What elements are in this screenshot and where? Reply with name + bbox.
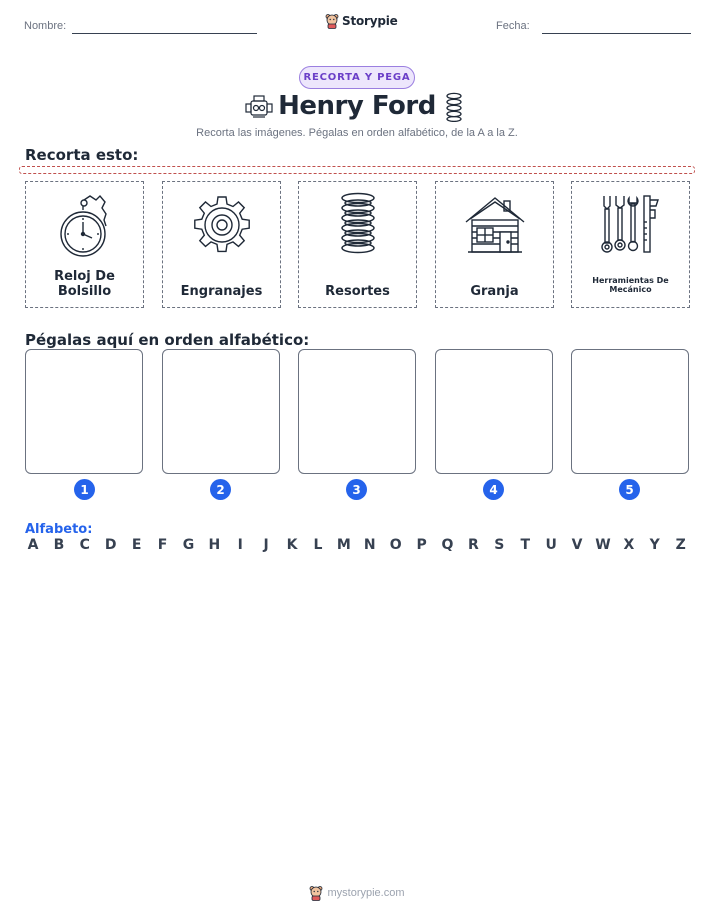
alphabet-letter: K [286, 537, 298, 553]
paste-box[interactable] [571, 349, 689, 474]
card-label: Reloj De Bolsillo [54, 269, 115, 299]
alphabet-letter: U [545, 537, 557, 553]
card-label: Herramientas De Mecánico [592, 276, 669, 294]
alphabet-letter: B [53, 537, 65, 553]
alphabet-title: Alfabeto: [25, 522, 93, 537]
alphabet-letter: M [336, 537, 351, 553]
number-badge: 4 [483, 479, 504, 500]
alphabet-letter: L [313, 537, 323, 553]
alphabet-letter: Q [441, 537, 454, 553]
spring-icon [336, 192, 380, 258]
paste-box[interactable] [435, 349, 553, 474]
paste-box[interactable] [25, 349, 143, 474]
mechanic-tools-icon [598, 192, 664, 254]
alphabet-letter: X [623, 537, 635, 553]
alphabet-letter: F [157, 537, 168, 553]
name-line[interactable] [72, 33, 257, 34]
brand-name: Storypie [342, 14, 398, 28]
alphabet-letter: O [389, 537, 402, 553]
instructions: Recorta las imágenes. Pégalas en orden alfabético, de la A a la Z. [196, 127, 518, 139]
bear-mascot-icon [325, 13, 339, 29]
alphabet-letter: A [27, 537, 39, 553]
page-title: Henry Ford [278, 91, 436, 121]
cut-card-mechanic-tools[interactable] [571, 181, 690, 308]
alphabet-letter: H [208, 537, 221, 553]
cut-card-farm[interactable] [435, 181, 554, 308]
name-label: Nombre: [24, 20, 67, 32]
alphabet-letter: C [79, 537, 90, 553]
alphabet-letter: Z [675, 537, 686, 553]
alphabet-letter: W [595, 537, 611, 553]
alphabet-row [25, 537, 689, 553]
cut-card-springs[interactable] [298, 181, 417, 308]
number-badge: 2 [210, 479, 231, 500]
bear-mascot-icon [309, 885, 323, 901]
brand-logo [325, 13, 398, 29]
date-line[interactable] [542, 33, 691, 34]
date-label: Fecha: [496, 20, 530, 32]
number-badge: 1 [74, 479, 95, 500]
alphabet-letter: S [494, 537, 505, 553]
alphabet-letter: N [363, 537, 376, 553]
alphabet-letter: R [468, 537, 479, 553]
alphabet-letter: Y [649, 537, 660, 553]
farmhouse-icon [462, 192, 528, 258]
alphabet-letter: P [416, 537, 427, 553]
card-label: Engranajes [180, 284, 263, 299]
footer [0, 885, 714, 901]
alphabet-letter: V [571, 537, 583, 553]
paste-box[interactable] [298, 349, 416, 474]
alphabet-letter: D [104, 537, 117, 553]
card-label: Granja [470, 284, 519, 299]
cut-card-gears[interactable] [162, 181, 281, 308]
number-badge: 5 [619, 479, 640, 500]
gear-icon [189, 192, 255, 258]
spring-icon [444, 92, 464, 122]
cut-card-pocket-watch[interactable] [25, 181, 144, 308]
alphabet-letter: T [520, 537, 530, 553]
alphabet-letter: E [131, 537, 142, 553]
alphabet-letter: J [263, 537, 269, 553]
card-label: Resortes [325, 284, 390, 299]
alphabet-letter: I [237, 537, 243, 553]
paste-heading: Pégalas aquí en orden alfabético: [25, 331, 310, 349]
number-badge: 3 [346, 479, 367, 500]
paste-box[interactable] [162, 349, 280, 474]
alphabet-letter: G [182, 537, 195, 553]
cut-heading: Recorta esto: [25, 146, 139, 164]
activity-badge: RECORTA Y PEGA [299, 66, 415, 89]
cut-line [19, 166, 695, 174]
footer-url[interactable]: mystorypie.com [327, 887, 405, 899]
pocket-watch-icon [50, 192, 120, 262]
